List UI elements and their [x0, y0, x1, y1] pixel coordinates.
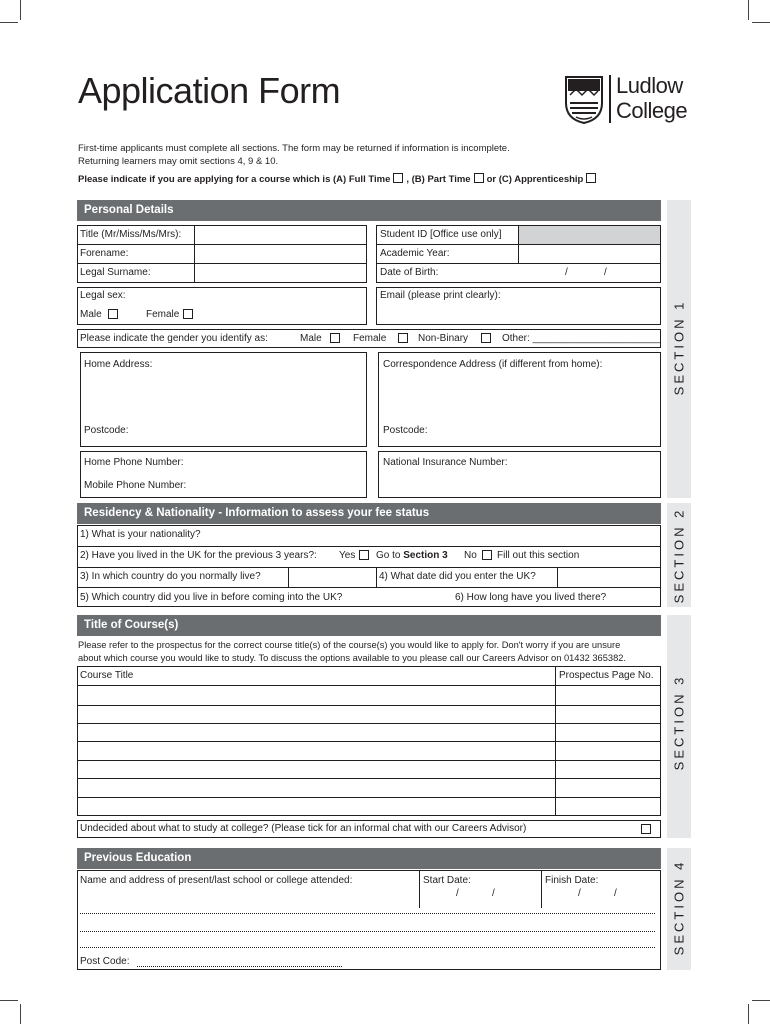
crop-mark [0, 22, 18, 23]
start-date-slash: / [492, 888, 495, 899]
page-title: Application Form [78, 70, 341, 111]
school-address-line[interactable] [80, 913, 655, 914]
part-time-checkbox[interactable] [474, 173, 484, 183]
gender-female-label: Female [353, 333, 387, 344]
forename-input[interactable] [195, 245, 366, 262]
mode-question: Please indicate if you are applying for a course which is (A) Full Time , (B) Part Time or (C) Apprenticeship [78, 173, 599, 185]
email-label: Email (please print clearly): [380, 290, 501, 301]
school-address-line[interactable] [80, 931, 655, 932]
normal-country-question: 3) In which country do you normally live? [80, 571, 261, 582]
crop-mark [752, 1000, 770, 1001]
courses-header: Title of Course(s) [77, 615, 661, 636]
school-label: Name and address of present/last school or college attended: [80, 875, 353, 886]
school-address-line[interactable] [80, 947, 655, 948]
duration-question: 6) How long have you lived there? [455, 592, 607, 603]
mobile-phone-label: Mobile Phone Number: [84, 480, 187, 491]
dob-label: Date of Birth: [380, 267, 439, 278]
uk-residency-question: 2) Have you lived in the UK for the previous 3 years?: [80, 550, 317, 561]
college-crest-icon [564, 75, 604, 125]
logo-divider [609, 75, 611, 123]
start-date-input[interactable] [420, 886, 540, 906]
dob-slash: / [565, 267, 568, 278]
school-postcode-label: Post Code: [80, 956, 130, 967]
prospectus-page-header: Prospectus Page No. [559, 670, 654, 681]
home-phone-label: Home Phone Number: [84, 457, 184, 468]
gender-other-field[interactable]: Other: _______________________ [502, 333, 661, 344]
finish-date-slash: / [578, 888, 581, 899]
surname-input[interactable] [195, 264, 366, 282]
section-3-tab: SECTION 3 [667, 615, 691, 838]
previous-education-header: Previous Education [77, 848, 661, 869]
gender-prompt: Please indicate the gender you identify as: [80, 333, 268, 344]
crop-mark [20, 1004, 21, 1024]
residency-header: Residency & Nationality - Information to assess your fee status [77, 503, 661, 524]
entry-date-question: 4) What date did you enter the UK? [379, 571, 536, 582]
entry-date-input[interactable] [558, 568, 660, 586]
crop-mark [20, 0, 21, 20]
college-logo-text: Ludlow College [616, 73, 688, 123]
gender-nonbinary-checkbox[interactable] [481, 333, 491, 343]
dob-slash: / [604, 267, 607, 278]
undecided-checkbox[interactable] [641, 824, 651, 834]
full-time-checkbox[interactable] [393, 173, 403, 183]
apprenticeship-checkbox[interactable] [586, 173, 596, 183]
gender-female-checkbox[interactable] [398, 333, 408, 343]
yes-label: Yes [339, 550, 356, 561]
section-1-tab: SECTION 1 [667, 200, 691, 498]
section-2-tab: SECTION 2 [667, 503, 691, 607]
start-date-slash: / [456, 888, 459, 899]
legal-sex-female-label: Female [146, 309, 180, 320]
uk-residency-no-checkbox[interactable] [482, 550, 492, 560]
legal-sex-female-checkbox[interactable] [183, 309, 193, 319]
forename-label: Forename: [80, 248, 129, 259]
title-input[interactable] [195, 226, 366, 243]
goto-label: Go to Section 3 [376, 550, 448, 561]
intro-text: First-time applicants must complete all sections. The form may be returned if information is incomplete. Returning learners may omit sections 4, 9 & 10. [78, 143, 510, 167]
finish-date-slash: / [614, 888, 617, 899]
section-4-tab: SECTION 4 [667, 848, 691, 970]
correspondence-address-label: Correspondence Address (if different from home): [383, 359, 603, 370]
dob-input[interactable] [480, 264, 660, 282]
gender-nonbinary-label: Non-Binary [418, 333, 469, 344]
home-postcode-label: Postcode: [84, 425, 129, 436]
start-date-label: Start Date: [423, 875, 471, 886]
legal-sex-label: Legal sex: [80, 290, 126, 301]
previous-country-question: 5) Which country did you live in before coming into the UK? [80, 592, 343, 603]
prospectus-page-inputs[interactable] [556, 686, 660, 815]
normal-country-input[interactable] [289, 568, 375, 586]
course-title-header: Course Title [80, 670, 134, 681]
personal-details-header: Personal Details [77, 200, 661, 221]
courses-note-line2: about which course you would like to study. To discuss the options available to you please call our Careers Advisor on 01432 365382. [78, 653, 626, 663]
courses-note-line1: Please refer to the prospectus for the correct course title(s) of the course(s) you would like to apply for. Don't worry if you are unsure [78, 640, 621, 650]
student-id-label: Student ID [Office use only] [380, 229, 502, 240]
uk-residency-yes-checkbox[interactable] [359, 550, 369, 560]
ni-label: National Insurance Number: [383, 457, 508, 468]
legal-sex-male-label: Male [80, 309, 102, 320]
crop-mark [0, 1000, 18, 1001]
crop-mark [752, 22, 770, 23]
gender-male-checkbox[interactable] [330, 333, 340, 343]
school-postcode-input[interactable] [137, 966, 342, 967]
finish-date-input[interactable] [542, 886, 660, 906]
crop-mark [748, 1004, 749, 1024]
surname-label: Legal Surname: [80, 267, 151, 278]
academic-year-input[interactable] [519, 245, 660, 262]
correspondence-postcode-label: Postcode: [383, 425, 428, 436]
crop-mark [748, 0, 749, 20]
home-address-label: Home Address: [84, 359, 153, 370]
course-title-inputs[interactable] [78, 686, 554, 815]
gender-male-label: Male [300, 333, 322, 344]
academic-year-label: Academic Year: [380, 248, 450, 259]
nationality-question: 1) What is your nationality? [80, 529, 201, 540]
fill-out-label: Fill out this section [497, 550, 580, 561]
title-label: Title (Mr/Miss/Ms/Mrs): [80, 229, 182, 240]
legal-sex-male-checkbox[interactable] [108, 309, 118, 319]
finish-date-label: Finish Date: [545, 875, 599, 886]
no-label: No [464, 550, 477, 561]
undecided-label: Undecided about what to study at college? (Please tick for an informal chat with our Careers Advisor) [80, 823, 527, 834]
